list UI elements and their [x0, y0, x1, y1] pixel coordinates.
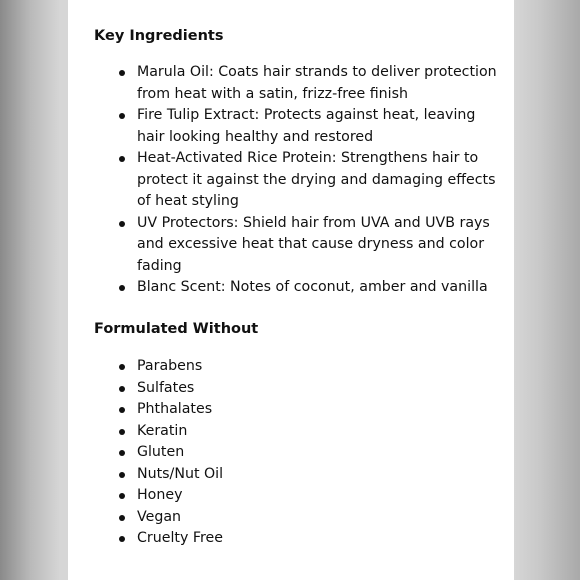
list-item	[119, 105, 499, 148]
list-item	[119, 62, 499, 105]
bullet-icon	[119, 407, 125, 413]
list-item	[119, 485, 419, 507]
bullet-icon	[119, 386, 125, 392]
bullet-icon	[119, 493, 125, 499]
list-item	[119, 507, 419, 529]
ingredient-text: Fire Tulip Extract: Protects against heat, leaving hair looking healthy and restored	[137, 107, 476, 145]
ingredient-text: Heat-Activated Rice Protein: Strengthens hair to protect it against the drying and damaging effects of heat styling	[137, 150, 496, 209]
bullet-icon	[119, 113, 125, 119]
exclusion-text: Parabens	[137, 358, 203, 374]
exclusion-text: Honey	[137, 487, 183, 503]
list-item	[119, 464, 419, 486]
formulated-without-heading: Formulated Without	[94, 321, 259, 337]
key-ingredients-heading: Key Ingredients	[94, 28, 224, 44]
exclusion-text: Gluten	[137, 444, 185, 460]
exclusion-text: Nuts/Nut Oil	[137, 465, 224, 482]
list-item	[119, 399, 419, 421]
bullet-icon	[119, 285, 125, 291]
bullet-icon	[119, 221, 125, 227]
exclusion-text: Cruelty Free	[137, 530, 223, 546]
list-item	[119, 356, 419, 378]
ingredient-text: Blanc Scent: Notes of coconut, amber and vanilla	[137, 279, 488, 295]
bullet-icon	[119, 515, 125, 521]
bullet-icon	[119, 156, 125, 162]
ingredient-text: UV Protectors: Shield hair from UVA and UVB rays and excessive heat that cause dryness and color fading	[137, 214, 490, 274]
bullet-icon	[119, 450, 125, 456]
list-item	[119, 528, 419, 550]
list-item	[119, 421, 419, 443]
exclusion-text: Keratin	[137, 422, 188, 439]
bullet-icon	[119, 429, 125, 435]
formulated-without-list	[119, 356, 419, 550]
bullet-icon	[119, 70, 125, 76]
list-item	[119, 442, 419, 464]
bullet-icon	[119, 536, 125, 542]
exclusion-text: Phthalates	[137, 401, 213, 417]
bullet-icon	[119, 472, 125, 478]
list-item	[119, 148, 499, 213]
list-item	[119, 213, 499, 278]
key-ingredients-list	[119, 62, 499, 299]
list-item	[119, 378, 419, 400]
list-item	[119, 277, 499, 299]
ingredient-text: Marula Oil: Coats hair strands to deliver protection from heat with a satin, frizz-free finish	[137, 64, 497, 102]
exclusion-text: Vegan	[137, 508, 182, 525]
product-details-card	[68, 0, 514, 580]
bullet-icon	[119, 364, 125, 370]
exclusion-text: Sulfates	[137, 379, 195, 396]
